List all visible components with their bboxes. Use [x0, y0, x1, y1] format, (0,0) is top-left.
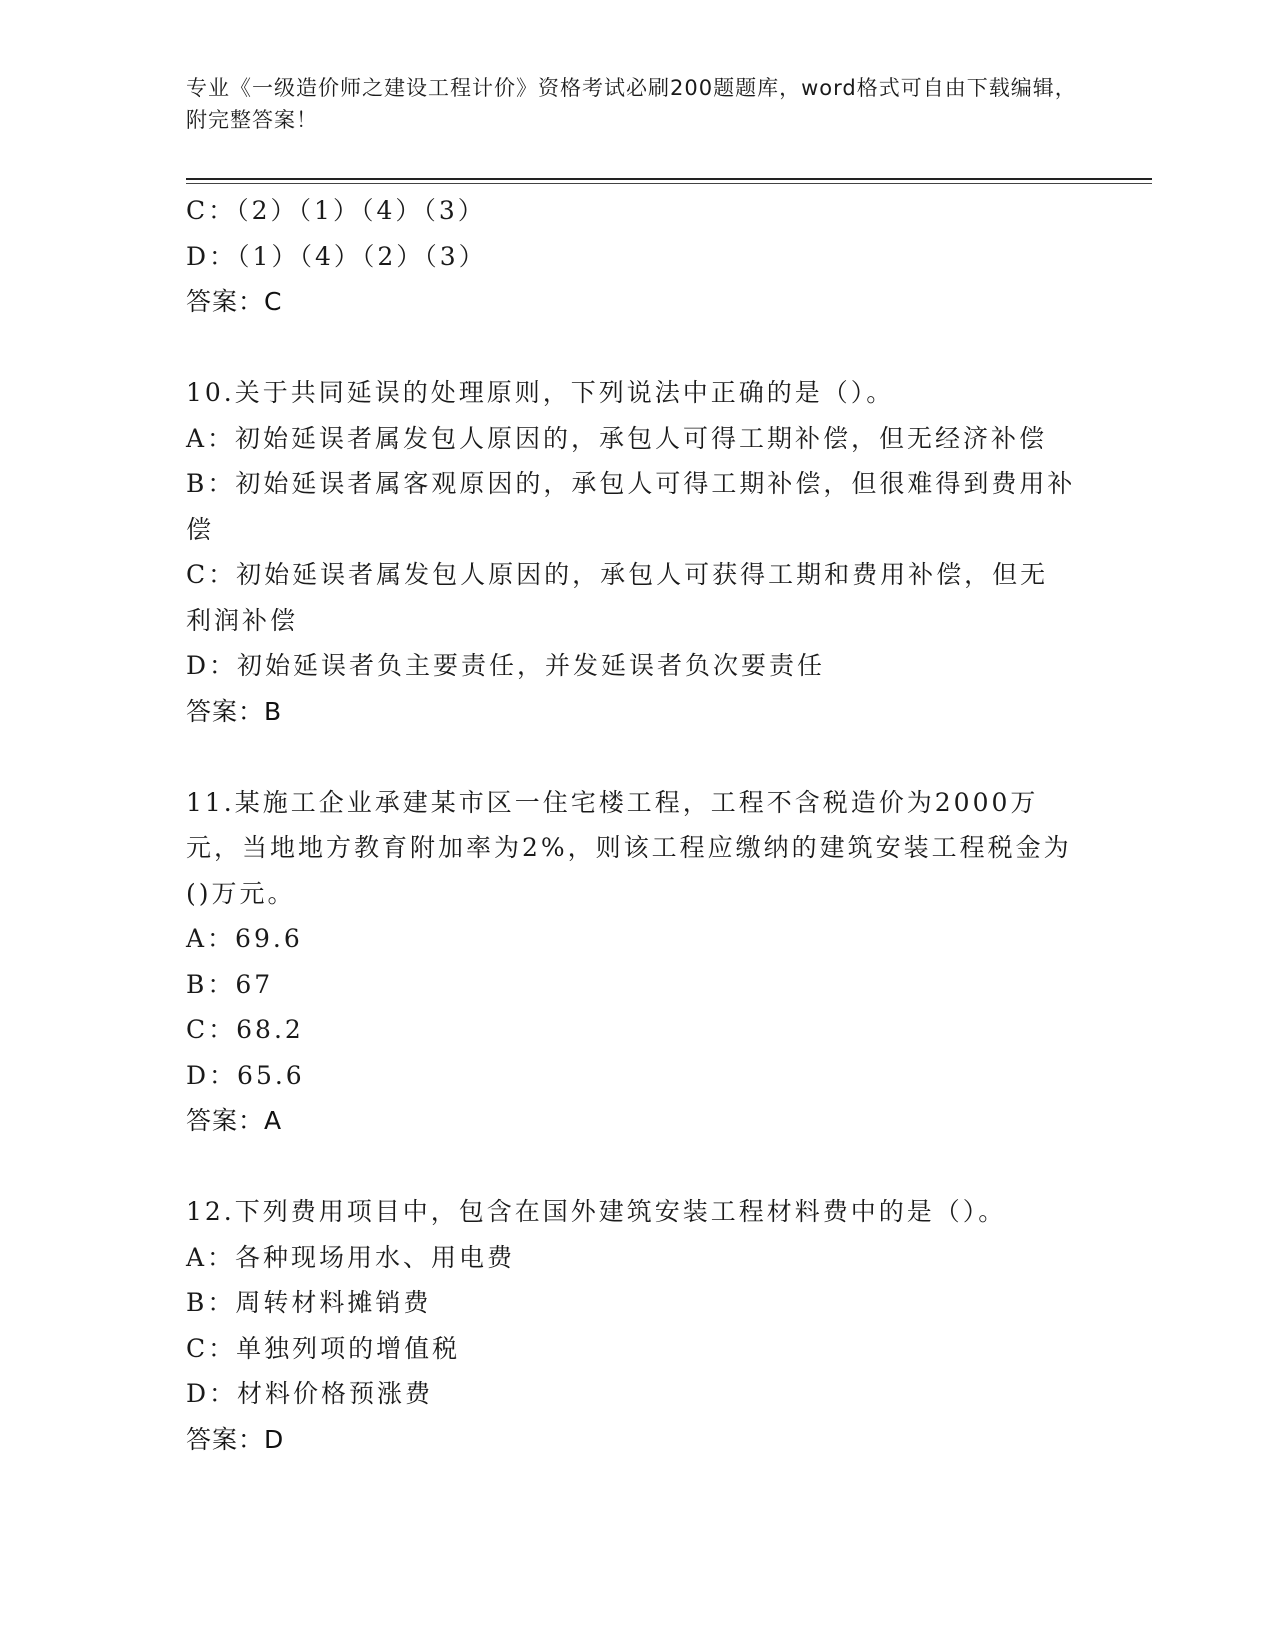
spacer: [186, 1144, 1076, 1190]
answer: 答案：C: [186, 287, 283, 316]
page-header: 专业《一级造价师之建设工程计价》资格考试必刷200题题库，word格式可自由下载编辑，附完整答案！: [186, 76, 1077, 132]
option-c: C：单独列项的增值税: [186, 1333, 461, 1363]
spacer: [186, 325, 1076, 371]
answer: 答案：A: [186, 1106, 283, 1135]
question-12: [186, 1189, 1076, 1462]
option-c: C：68.2: [186, 1015, 304, 1044]
option-a: A：初始延误者属发包人原因的，承包人可得工期补偿，但无经济补偿: [186, 423, 1048, 453]
option-b: B：周转材料摊销费: [186, 1288, 432, 1317]
option-a: A：69.6: [186, 924, 303, 953]
question-stem: 11.某施工企业承建某市区一住宅楼工程，工程不含税造价为2000万元，当地地方教育附加率为2%，则该工程应缴纳的建筑安装工程税金为()万元。: [186, 787, 1072, 908]
question-10: [186, 370, 1076, 734]
option-d: D：（1）（4）（2）（3）: [186, 241, 487, 271]
question-stem: 10.关于共同延误的处理原则，下列说法中正确的是（）。: [186, 378, 895, 407]
question-9: [186, 188, 1076, 325]
header-rule-thick: [186, 178, 1152, 180]
option-d: D：65.6: [186, 1060, 305, 1090]
option-b: B：67: [186, 969, 274, 999]
question-stem: 12.下列费用项目中，包含在国外建筑安装工程材料费中的是（）。: [186, 1197, 1007, 1226]
question-content: [186, 188, 1076, 1462]
option-c: C：（2）（1）（4）（3）: [186, 196, 486, 225]
answer: 答案：D: [186, 1424, 285, 1454]
option-b: B：初始延误者属客观原因的，承包人可得工期补偿，但很难得到费用补偿: [186, 469, 1076, 544]
question-11: [186, 780, 1076, 1144]
header-rule-thin: [186, 183, 1152, 184]
option-c: C：初始延误者属发包人原因的，承包人可获得工期和费用补偿，但无利润补偿: [186, 560, 1049, 635]
option-a: A：各种现场用水、用电费: [186, 1242, 516, 1272]
spacer: [186, 734, 1076, 780]
option-d: D：材料价格预涨费: [186, 1379, 434, 1408]
answer: 答案：B: [186, 696, 283, 726]
option-d: D：初始延误者负主要责任，并发延误者负次要责任: [186, 651, 826, 680]
